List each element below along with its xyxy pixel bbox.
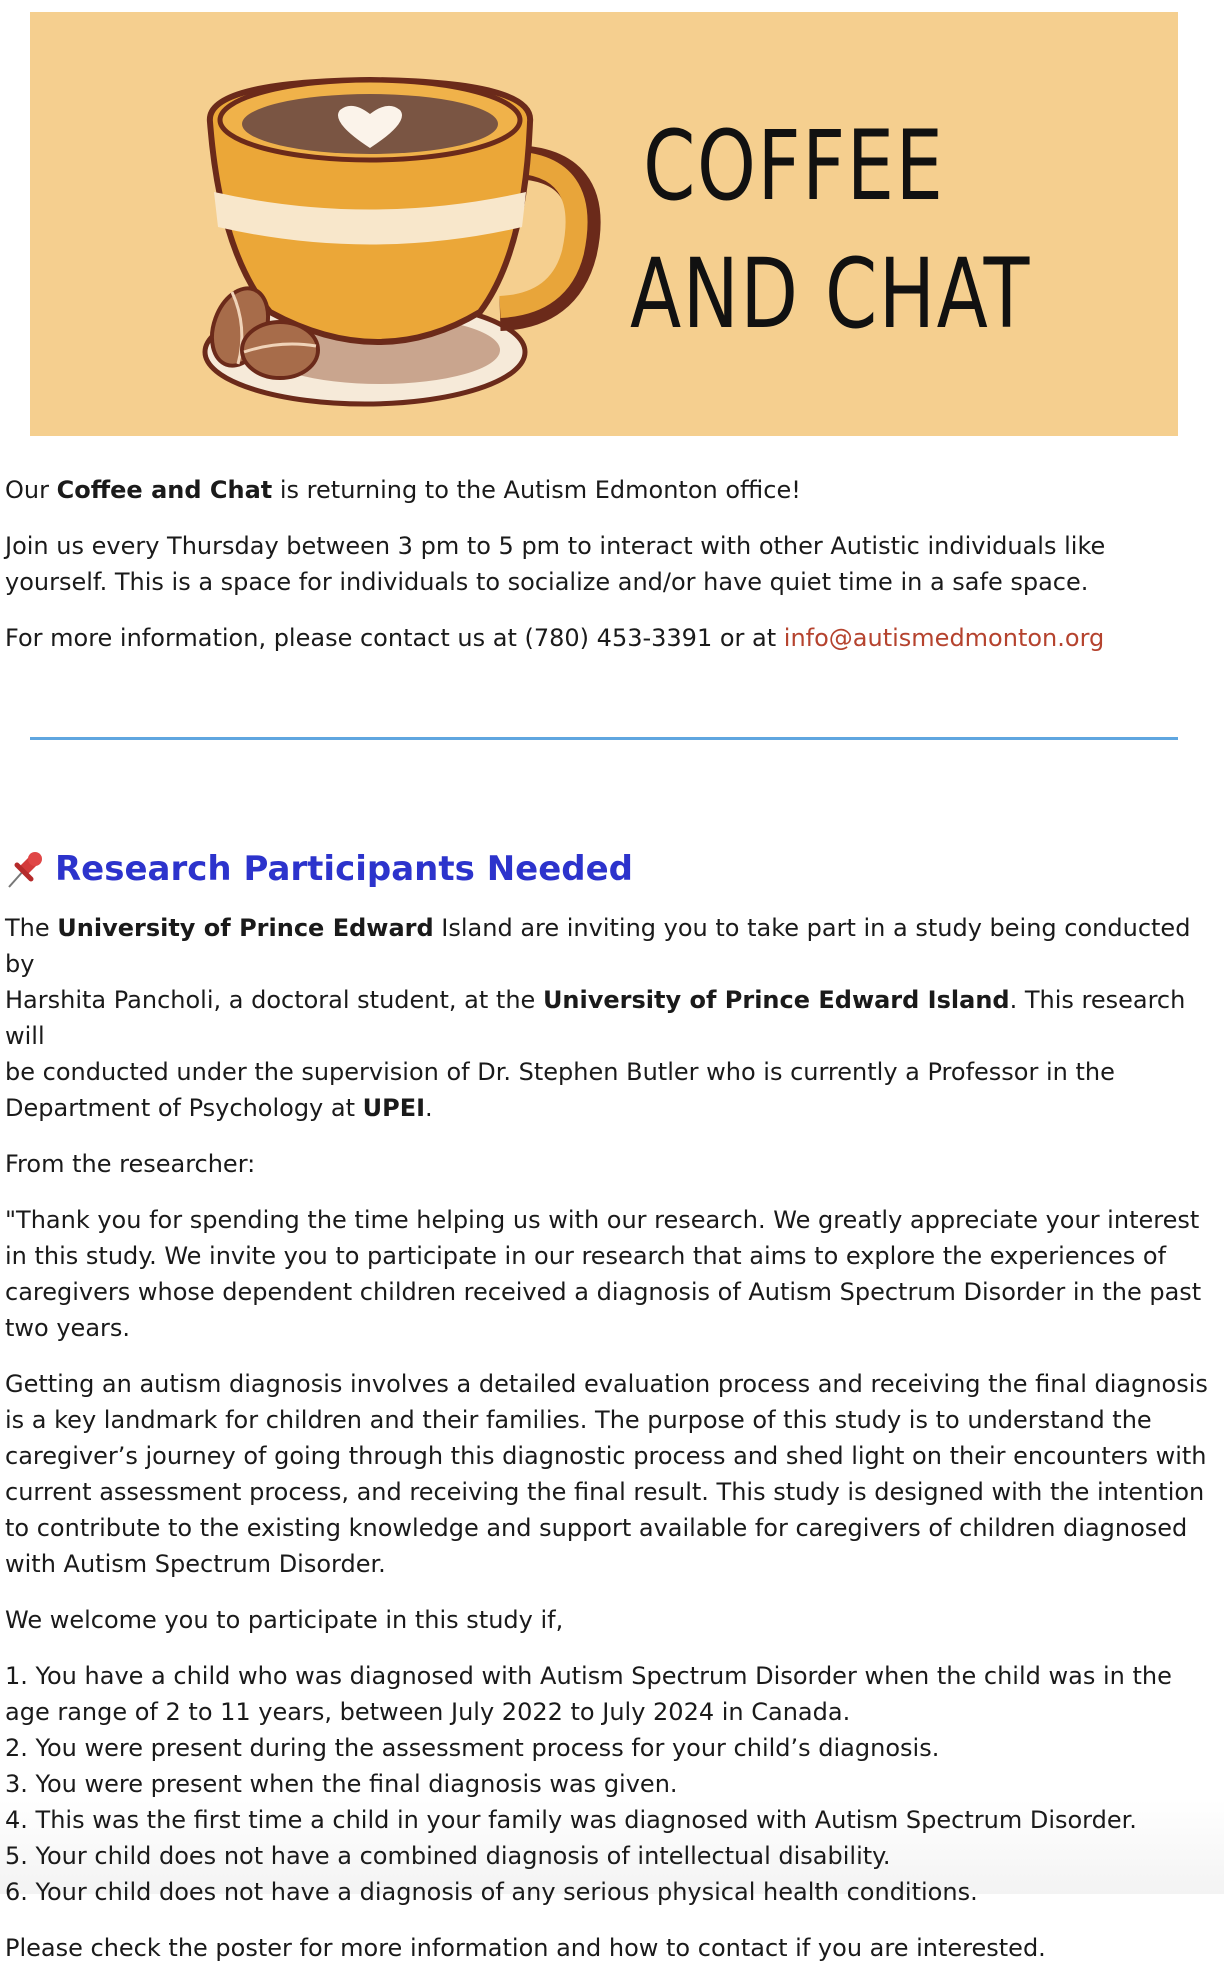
coffee-cup-icon: [180, 52, 610, 412]
university-acronym: UPEI: [362, 1094, 426, 1122]
event-name: Coffee and Chat: [56, 476, 273, 504]
text: Harshita Pancholi, a doctoral student, at the: [5, 986, 543, 1014]
text: Our: [5, 476, 57, 504]
university-name: University of Prince Edward Island: [542, 986, 1010, 1014]
text: Department of Psychology at: [5, 1094, 363, 1122]
text: Getting an autism diagnosis involves a detailed evaluation process and receiving the final diagnosis: [5, 1370, 1208, 1398]
text: in this study. We invite you to participate in our research that aims to explore the experiences of: [5, 1242, 1167, 1270]
text: yourself. This is a space for individuals to socialize and/or have quiet time in a safe space.: [5, 568, 1089, 596]
purpose-paragraph: [5, 1366, 1215, 1582]
list-item: 4. This was the first time a child in your family was diagnosed with Autism Spectrum Disorder.: [5, 1806, 1137, 1834]
text: with Autism Spectrum Disorder.: [5, 1550, 386, 1578]
banner-title-line-1: COFFEE: [643, 110, 945, 222]
text: Join us every Thursday between 3 pm to 5 pm to interact with other Autistic individuals like: [5, 532, 1106, 560]
research-body: [5, 910, 1215, 1966]
banner-title-line-2: AND CHAT: [630, 238, 1031, 350]
email-link[interactable]: info@autismedmonton.org: [783, 624, 1105, 652]
text: "Thank you for spending the time helping us with our research. We greatly appreciate your interest: [5, 1206, 1200, 1234]
coffee-and-chat-banner: [30, 12, 1178, 436]
from-researcher-label: From the researcher:: [5, 1150, 256, 1178]
university-name: University of Prince Edward: [57, 914, 434, 942]
section-divider: [30, 737, 1178, 740]
intro-paragraph: [5, 910, 1215, 1126]
announcement-paragraph: [5, 472, 1215, 508]
list-item: 6. Your child does not have a diagnosis of any serious physical health conditions.: [5, 1878, 978, 1906]
text: The: [5, 914, 58, 942]
contact-paragraph: [5, 620, 1215, 656]
research-heading-text: Research Participants Needed: [55, 849, 633, 889]
text: is a key landmark for children and their families. The purpose of this study is to understand the: [5, 1406, 1152, 1434]
text: Island are inviting you to take part in a study being conducted by: [5, 914, 1191, 978]
text: current assessment process, and receiving the final result. This study is designed with the intention: [5, 1478, 1205, 1506]
research-heading: [5, 847, 633, 891]
list-item: 3. You were present when the final diagnosis was given.: [5, 1770, 678, 1798]
text: caregiver’s journey of going through this diagnostic process and shed light on their encounters with: [5, 1442, 1207, 1470]
list-item: 1. You have a child who was diagnosed with Autism Spectrum Disorder when the child was in the: [5, 1662, 1172, 1690]
text: For more information, please contact us at (780) 453-3391 or at: [5, 624, 784, 652]
list-item: 2. You were present during the assessment process for your child’s diagnosis.: [5, 1734, 940, 1762]
text: to contribute to the existing knowledge and support available for caregivers of children diagnosed: [5, 1514, 1188, 1542]
list-item: 5. Your child does not have a combined diagnosis of intellectual disability.: [5, 1842, 891, 1870]
quote-paragraph: [5, 1202, 1215, 1346]
coffee-chat-announcement: [5, 472, 1215, 656]
text: caregivers whose dependent children received a diagnosis of Autism Spectrum Disorder in the past: [5, 1278, 1202, 1306]
text: .: [425, 1094, 433, 1122]
text: be conducted under the supervision of Dr. Stephen Butler who is currently a Professor in the: [5, 1058, 1115, 1086]
text: is returning to the Autism Edmonton office!: [272, 476, 801, 504]
schedule-paragraph: [5, 528, 1215, 600]
text: two years.: [5, 1314, 131, 1342]
list-item: age range of 2 to 11 years, between July 2022 to July 2024 in Canada.: [5, 1698, 851, 1726]
closing-paragraph: Please check the poster for more information and how to contact if you are interested.: [5, 1934, 1046, 1962]
welcome-paragraph: We welcome you to participate in this study if,: [5, 1606, 564, 1634]
banner-title: [630, 102, 1031, 358]
eligibility-list: [5, 1658, 1215, 1910]
pushpin-icon: [5, 849, 45, 889]
text: . This research will: [5, 986, 1186, 1050]
